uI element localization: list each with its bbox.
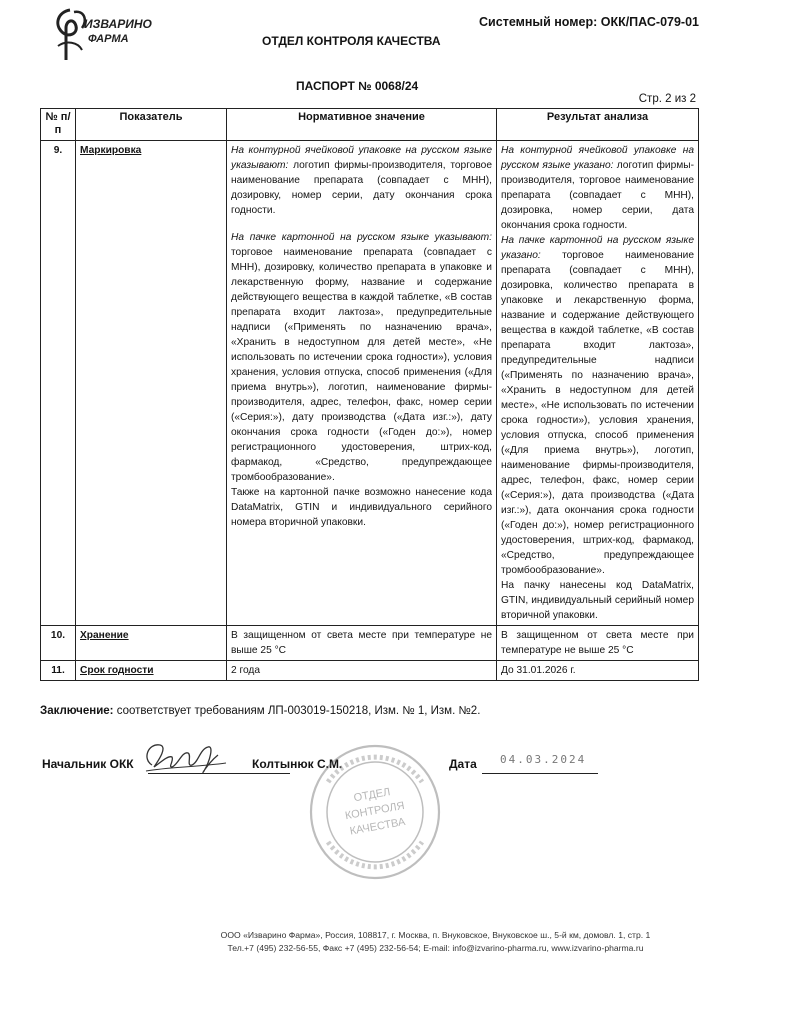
logo-text-1: ИЗВАРИНО — [84, 17, 152, 31]
logo-mark — [48, 6, 160, 64]
header-num: № п/п — [41, 109, 76, 141]
handwritten-signature — [138, 737, 232, 779]
header-result: Результат анализа — [497, 109, 699, 141]
result-p2-italic: На пачке картонной на русском языке указано: — [501, 235, 694, 261]
conclusion-text: соответствует требованиям ЛП-003019-150218, Изм. № 1, Изм. №2. — [113, 705, 481, 717]
row-indicator — [76, 661, 227, 681]
header-indicator: Показатель — [76, 109, 227, 141]
header-norm: Нормативное значение — [227, 109, 497, 141]
result-cell — [497, 141, 699, 626]
round-stamp — [306, 742, 444, 882]
result-paragraph-1 — [501, 143, 694, 233]
department-title: ОТДЕЛ КОНТРОЛЯ КАЧЕСТВА — [262, 34, 441, 48]
date-line — [482, 773, 598, 774]
stamp-line-2: КОНТРОЛЯ — [344, 799, 406, 823]
table-row — [41, 661, 699, 681]
table-row — [41, 141, 699, 626]
result-paragraph-3: На пачку нанесены код DataMatrix, GTIN, индивидуальный серийный номер вторичной упаковки. — [501, 580, 694, 621]
footer-address: ООО «Изварино Фарма», Россия, 108817, г. Москва, п. Внуковское, Внуковское ш., 5-й км, домовл. 1, стр. 1 — [220, 930, 651, 940]
conclusion — [40, 705, 480, 717]
stamp-line-1: ОТДЕЛ — [352, 786, 392, 805]
result-p1-italic: На контурной ячейковой упаковке на русском языке указано: — [501, 145, 694, 171]
page-number: Стр. 2 из 2 — [638, 93, 696, 105]
stamp-line-3: КАЧЕСТВА — [348, 815, 407, 838]
norm-p2-text: торговое наименование препарата (совпадает с МНН), дозировку, количество препарата в упаковке и лекарственную форму, название и содержание действующего вещества в каждой таблетке, «В состав препарата входит лактоза», предупредительные надписи («Применять по назначению врача», «Хранить в недоступном для детей месте», «Не использовать по истечении срока годности»), условия хранения, условия отпуска, способ применения («Для приема внутрь»), логотип, наименование фирмы-производителя, адрес, телефон, факс, номер серии («Серия:»), дату производства («Дата изг.:»), дату окончания срока годности («Годен до:»), номер регистрационного удостоверения, штрих-код, фармакод, «Средство, предупреждающее тромбообразование». — [231, 247, 492, 483]
result-p1-text: логотип фирмы-производителя, торговое наименование препарата (совпадает с МНН), дозировка, номер серии, дата окончания срока годности. — [501, 160, 694, 231]
norm-cell: 2 года — [227, 661, 497, 681]
row-indicator — [76, 626, 227, 661]
norm-cell — [227, 141, 497, 626]
result-cell: До 31.01.2026 г. — [497, 661, 699, 681]
system-number: Системный номер: ОКК/ПАС-079-01 — [479, 15, 699, 29]
company-logo — [48, 6, 160, 64]
date-stamp: 04.03.2024 — [500, 753, 587, 766]
row-num: 10. — [41, 626, 76, 661]
result-cell: В защищенном от света месте при температуре не выше 25 °С — [497, 626, 699, 661]
row-num: 9. — [41, 141, 76, 626]
norm-paragraph-2 — [231, 230, 492, 485]
analysis-table — [40, 108, 699, 681]
row-num: 11. — [41, 661, 76, 681]
norm-paragraph-3: Также на картонной пачке возможно нанесение кода DataMatrix, GTIN и индивидуального серийного номера вторичной упаковки. — [231, 487, 492, 528]
logo-text-2: ФАРМА — [88, 33, 129, 45]
signer-role: Начальник ОКК — [42, 757, 134, 771]
indicator-label: Хранение — [80, 630, 129, 641]
indicator-label: Срок годности — [80, 665, 154, 676]
row-indicator — [76, 141, 227, 626]
footer-contacts: Тел.+7 (495) 232-56-55, Факс +7 (495) 232-56-54; E-mail: info@izvarino-pharma.ru, www.izvarino-pharma.ru — [227, 943, 644, 953]
norm-p1-italic: На контурной ячейковой упаковке на русском языке указывают: — [231, 145, 492, 171]
table-row — [41, 626, 699, 661]
passport-title: ПАСПОРТ № 0068/24 — [296, 79, 419, 93]
conclusion-label: Заключение: — [40, 705, 114, 717]
norm-paragraph-1 — [231, 143, 492, 218]
result-paragraph-2 — [501, 233, 694, 578]
norm-p2-italic: На пачке картонной на русском языке указывают: — [231, 232, 492, 243]
norm-p1-text: логотип фирмы-производителя, торговое наименование препарата (совпадает с МНН), дозировку, номер серии, дату окончания срока годности. — [231, 160, 492, 216]
date-label: Дата — [449, 757, 477, 771]
signer-name: Колтынюк С.М. — [252, 757, 343, 771]
result-p2-text: торговое наименование препарата (совпадает с МНН), дозировка, количество препарата в упаковке и лекарственную форма, название и содержание действующего вещества в каждой таблетке, «В состав препарата входит лактоза», предупредительные надписи («Применять по назначению врача», «Хранить в недоступном для детей месте», «Не использовать по истечении срока годности»), условия хранения, условия отпуска, способ применения («Для приема внутрь»), логотип, наименование фирмы-производителя, адрес, телефон, факс, номер серии («Серия:»), дата производства («Дата изг.:»), дата окончания срока годности («Годен до:»), номер регистрационного удостоверения, штрих-код, фармакод, «Средство, предупреждающее тромбообразование». — [501, 250, 694, 576]
table-header-row — [41, 109, 699, 141]
norm-cell: В защищенном от света месте при температуре не выше 25 °С — [227, 626, 497, 661]
indicator-label: Маркировка — [80, 145, 142, 156]
